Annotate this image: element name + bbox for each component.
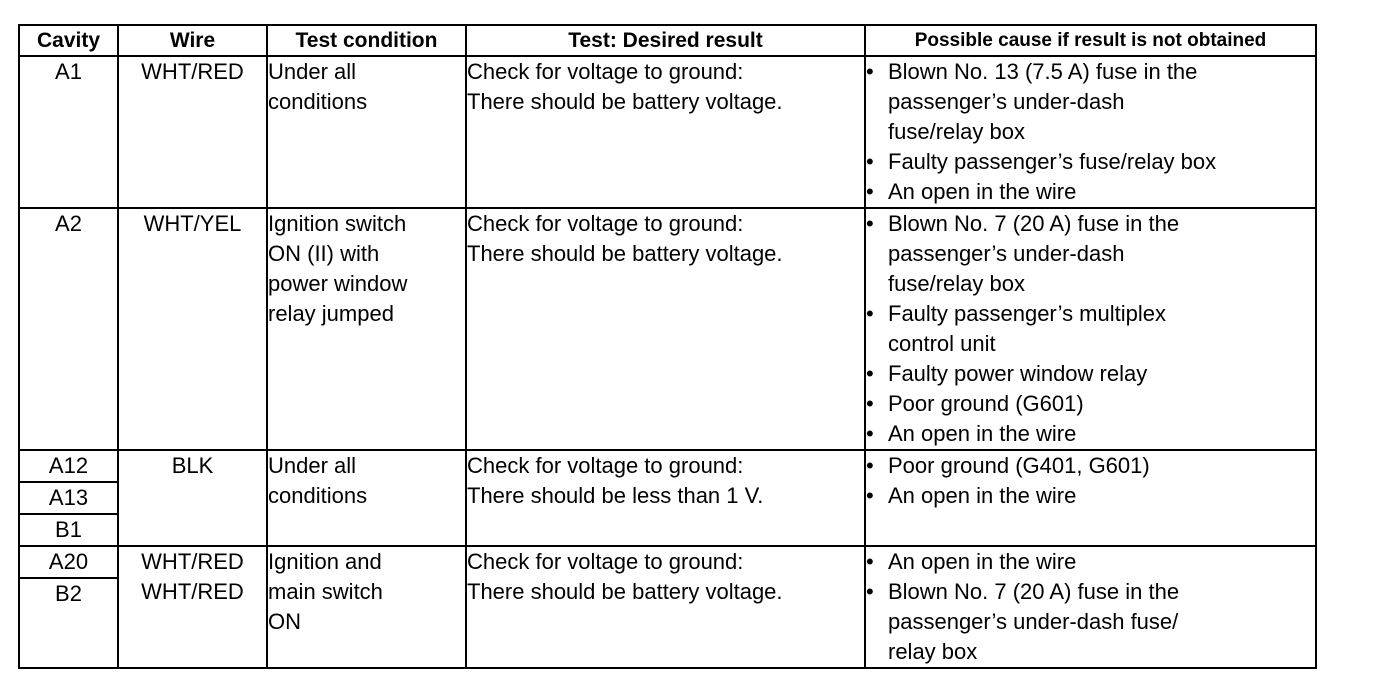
condition-cell: Ignition and main switch ON: [267, 546, 466, 668]
cause-item: • Faulty passenger’s multiplex control unit: [866, 301, 1166, 356]
wire-cell: WHT/YEL: [118, 208, 267, 450]
header-wire: Wire: [118, 25, 267, 56]
result-cell: Check for voltage to ground: There should be battery voltage.: [466, 208, 865, 450]
cause-item: • Blown No. 13 (7.5 A) fuse in the passenger’s under-dash fuse/relay box: [866, 59, 1198, 144]
cavity-cell: A2: [19, 208, 118, 450]
cavity-cell: A1: [19, 56, 118, 208]
table-row: [19, 56, 1316, 208]
cause-item: • Blown No. 7 (20 A) fuse in the passenger’s under-dash fuse/relay box: [866, 211, 1180, 296]
spec-table: [18, 24, 1317, 669]
cause-item: • An open in the wire: [866, 483, 1077, 508]
cavity-cell: B2: [19, 578, 118, 668]
cause-cell: [865, 450, 1316, 546]
cause-item: • Faulty passenger’s fuse/relay box: [866, 149, 1217, 174]
result-cell: Check for voltage to ground: There should be less than 1 V.: [466, 450, 865, 546]
cavity-cell: A13: [19, 482, 118, 514]
result-cell: Check for voltage to ground: There should be battery voltage.: [466, 546, 865, 668]
cause-item: • Poor ground (G601): [866, 391, 1084, 416]
cause-cell: [865, 56, 1316, 208]
cause-item: • An open in the wire: [866, 549, 1077, 574]
cause-item: • Blown No. 7 (20 A) fuse in the passenger’s under-dash fuse/ relay box: [866, 579, 1180, 664]
header-condition: Test condition: [267, 25, 466, 56]
wire-cell: WHT/RED: [118, 56, 267, 208]
condition-cell: Under all conditions: [267, 450, 466, 546]
result-cell: Check for voltage to ground: There should be battery voltage.: [466, 56, 865, 208]
cause-item: • Faulty power window relay: [866, 361, 1148, 386]
wire-cell: WHT/RED WHT/RED: [118, 546, 267, 668]
cavity-cell: B1: [19, 514, 118, 546]
cause-cell: [865, 546, 1316, 668]
table-row: [19, 450, 1316, 482]
header-cause: Possible cause if result is not obtained: [865, 25, 1316, 56]
cavity-cell: A20: [19, 546, 118, 578]
cause-cell: [865, 208, 1316, 450]
cavity-cell: A12: [19, 450, 118, 482]
header-row: [19, 25, 1316, 56]
table-row: [19, 208, 1316, 450]
cause-item: • An open in the wire: [866, 179, 1077, 204]
cause-item: • An open in the wire: [866, 421, 1077, 446]
condition-cell: Under all conditions: [267, 56, 466, 208]
condition-cell: Ignition switch ON (II) with power window relay jumped: [267, 208, 466, 450]
header-result: Test: Desired result: [466, 25, 865, 56]
cause-item: • Poor ground (G401, G601): [866, 453, 1150, 478]
wire-cell: BLK: [118, 450, 267, 546]
table-row: [19, 546, 1316, 578]
header-cavity: Cavity: [19, 25, 118, 56]
